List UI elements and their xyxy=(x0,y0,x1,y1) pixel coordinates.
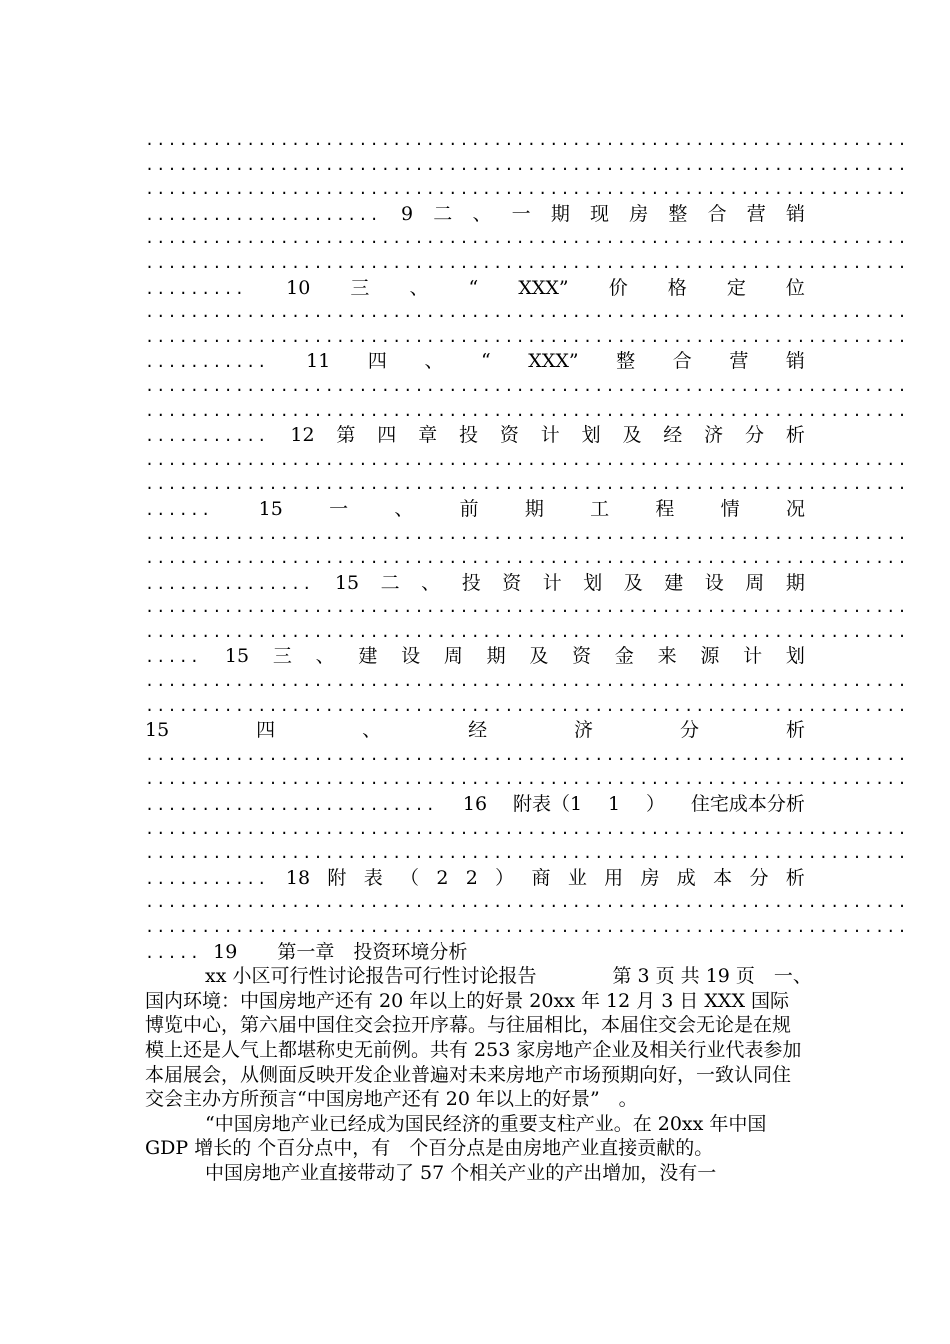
toc-token: 2 xyxy=(465,866,478,889)
dot-leader: .................................................................... xyxy=(145,745,909,764)
toc-entry xyxy=(145,423,805,448)
toc-token: 营 xyxy=(729,350,749,373)
toc-token: 三 xyxy=(350,276,370,299)
toc-token: 设 xyxy=(704,571,724,594)
toc-token: 期 xyxy=(785,571,805,594)
dot-leader: .................................................................... xyxy=(145,844,909,863)
dot-leader: .................................................................... xyxy=(145,622,909,641)
toc-leader: ..... xyxy=(145,648,202,667)
toc-token: 划 xyxy=(785,645,805,668)
dot-leader: .................................................................... xyxy=(145,819,909,838)
dot-leader: .................................................................... xyxy=(145,450,909,469)
dot-leader: .................................................................... xyxy=(145,180,909,199)
toc-token: 析 xyxy=(785,424,805,447)
toc-token: 资 xyxy=(502,571,522,594)
dot-leader: .................................................................... xyxy=(145,229,909,248)
dot-leader: .................................................................... xyxy=(145,893,909,912)
toc-token: 表 xyxy=(363,866,383,889)
toc-token: 二 xyxy=(433,202,453,225)
toc-token: 四 xyxy=(367,350,387,373)
toc-token: 定 xyxy=(726,276,746,299)
toc-leader: ...... xyxy=(145,500,213,519)
toc-token: 二 xyxy=(380,571,400,594)
toc-token: 房 xyxy=(640,866,660,889)
toc-token: 、 xyxy=(424,350,444,373)
dot-leader: .................................................................... xyxy=(145,155,909,174)
toc-token: 经 xyxy=(468,719,488,742)
toc-token: 、 xyxy=(362,719,382,742)
toc-token: XXX” xyxy=(518,276,569,299)
toc-token: 15 xyxy=(334,571,360,594)
toc-token: 1 xyxy=(608,793,621,816)
toc-token: 营 xyxy=(746,202,766,225)
toc-token: 分 xyxy=(749,866,769,889)
toc-leader: ..................... xyxy=(145,205,381,224)
toc-token: ） xyxy=(495,866,515,889)
toc-token: 析 xyxy=(785,719,805,742)
dot-leader: .................................................................... xyxy=(145,401,909,420)
toc-token: 及 xyxy=(622,424,642,447)
toc-token: 销 xyxy=(785,350,805,373)
toc-token: 济 xyxy=(704,424,724,447)
toc-token: 位 xyxy=(785,276,805,299)
toc-entry xyxy=(145,940,805,965)
toc-token: 10 xyxy=(286,276,311,299)
toc-token: 、 xyxy=(409,276,429,299)
toc-entry xyxy=(145,202,805,227)
body-paragraph: 中国房地产业直接带动了 57 个相关产业的产出增加，没有一 xyxy=(205,1161,717,1184)
toc-token: 周 xyxy=(443,645,463,668)
toc-token: 价 xyxy=(608,276,628,299)
toc-token: 整 xyxy=(668,202,688,225)
document-page xyxy=(145,128,909,1186)
toc-leader: ........... xyxy=(145,869,269,888)
dot-leader: .................................................................... xyxy=(145,672,909,691)
toc-token: 经 xyxy=(663,424,683,447)
toc-token: 12 xyxy=(290,424,315,447)
dot-leader: .................................................................... xyxy=(145,524,909,543)
toc-token: 附表（1 xyxy=(513,793,583,816)
toc-entry xyxy=(145,866,805,891)
toc-token: 、 xyxy=(315,645,335,668)
dot-leader: .................................................................... xyxy=(145,303,909,322)
toc-token: 四 xyxy=(256,719,276,742)
toc-token: 周 xyxy=(745,571,765,594)
toc-token: 章 xyxy=(418,424,438,447)
toc-token: 销 xyxy=(785,202,805,225)
toc-token: 划 xyxy=(583,571,603,594)
toc-token: 工 xyxy=(590,497,610,520)
toc-token: 住宅成本分析 xyxy=(690,793,805,816)
toc-leader: ............... xyxy=(145,574,314,593)
toc-token: 一 xyxy=(511,202,531,225)
toc-token: 前 xyxy=(459,497,479,520)
toc-leader: ........... xyxy=(145,427,269,446)
toc-token: 商 xyxy=(531,866,551,889)
toc-token: 设 xyxy=(401,645,421,668)
toc-leader: ......... xyxy=(145,279,247,298)
dot-leader: .................................................................... xyxy=(145,770,909,789)
toc-token: （ xyxy=(400,866,420,889)
toc-token: 及 xyxy=(529,645,549,668)
toc-token: “ xyxy=(481,350,491,373)
dot-leader: .................................................................... xyxy=(145,696,909,715)
toc-token: 期 xyxy=(486,645,506,668)
toc-token: 15 xyxy=(258,497,283,520)
toc-token: 9 xyxy=(401,202,414,225)
toc-page-number: 19 xyxy=(213,940,238,963)
toc-token: 格 xyxy=(667,276,687,299)
toc-token: 期 xyxy=(524,497,544,520)
toc-entry xyxy=(145,497,805,522)
toc-token: 来 xyxy=(657,645,677,668)
toc-leader: .......................... xyxy=(145,796,437,815)
toc-token: 成 xyxy=(676,866,696,889)
toc-token: 附 xyxy=(327,866,347,889)
dot-leader: .................................................................... xyxy=(145,475,909,494)
toc-token: 整 xyxy=(616,350,636,373)
dot-leader: .................................................................... xyxy=(145,918,909,936)
toc-token: 划 xyxy=(581,424,601,447)
dot-leader: .................................................................... xyxy=(145,327,909,346)
toc-token: 15 xyxy=(145,719,170,742)
toc-token: 15 xyxy=(224,645,250,668)
dot-leader: .................................................................... xyxy=(145,376,909,395)
toc-entry xyxy=(145,644,805,669)
toc-token: 合 xyxy=(672,350,692,373)
toc-token: 18 xyxy=(285,866,311,889)
toc-token: 第 xyxy=(336,424,356,447)
toc-token: 现 xyxy=(590,202,610,225)
toc-token: 投 xyxy=(459,424,479,447)
toc-token: 分 xyxy=(745,424,765,447)
toc-token: 16 xyxy=(462,793,488,816)
toc-token: 计 xyxy=(540,424,560,447)
toc-token: 况 xyxy=(785,497,805,520)
dot-leader: .................................................................... xyxy=(145,598,909,617)
toc-token: 、 xyxy=(472,202,492,225)
toc-token: 资 xyxy=(499,424,519,447)
toc-token: 源 xyxy=(700,645,720,668)
toc-token: 期 xyxy=(550,202,570,225)
toc-token: ） xyxy=(646,793,666,816)
toc-token: “ xyxy=(468,276,479,299)
table-of-contents xyxy=(145,153,909,940)
dot-leader: .................................................................... xyxy=(145,549,909,568)
toc-token: 计 xyxy=(542,571,562,594)
toc-token: 计 xyxy=(743,645,763,668)
toc-token: 资 xyxy=(572,645,592,668)
toc-token: 济 xyxy=(574,719,594,742)
toc-token: 投 xyxy=(461,571,481,594)
toc-token: 情 xyxy=(720,497,740,520)
toc-token: 及 xyxy=(623,571,643,594)
toc-entry xyxy=(145,571,805,596)
toc-token: 分 xyxy=(680,719,700,742)
toc-token: 一 xyxy=(329,497,349,520)
toc-token: 2 xyxy=(436,866,449,889)
toc-token: 、 xyxy=(394,497,414,520)
toc-token: 、 xyxy=(421,571,441,594)
toc-token: 房 xyxy=(629,202,649,225)
toc-token: 四 xyxy=(377,424,397,447)
toc-token: 建 xyxy=(358,645,378,668)
toc-entry xyxy=(145,792,805,817)
dot-leader: .................................................................... xyxy=(145,131,909,149)
toc-token: 用 xyxy=(604,866,624,889)
toc-title: 第一章 投资环境分析 xyxy=(277,940,468,963)
toc-token: 业 xyxy=(567,866,587,889)
toc-leader: ........... xyxy=(145,353,269,372)
toc-entry xyxy=(145,718,805,743)
toc-token: 程 xyxy=(655,497,675,520)
toc-entry xyxy=(145,276,805,301)
toc-leader: ..... xyxy=(145,943,202,962)
toc-token: XXX” xyxy=(528,350,579,373)
toc-entry xyxy=(145,349,805,374)
toc-token: 三 xyxy=(272,645,292,668)
toc-token: 金 xyxy=(614,645,634,668)
body-paragraph: xx 小区可行性讨论报告可行性讨论报告 第 3 页 共 19 页 一、 国内环境：中国房地产还有 20 年以上的好景 20xx 年 12 月 3 日 XXX 国际博览中心，第六届中国住交会拉开序幕。与往届相比，本届住交会无论是在规模上还是人气上都堪称史无前例。共有 253 家房地产企业及相关行业代表参加本届展会，从侧面反映开发企业普遍对未来房地产市场预期向好，一致认同住交会主办方所预言“中国房地产还有 20 年以上的好景” 。 xyxy=(145,965,841,1111)
toc-token: 11 xyxy=(306,350,331,373)
toc-token: 析 xyxy=(785,866,805,889)
body-paragraph: “中国房地产业已经成为国民经济的重要支柱产业。在 20xx 年中国 GDP 增长的 个百分点中，有 个百分点是由房地产业直接贡献的。 xyxy=(145,1112,767,1160)
toc-token: 合 xyxy=(707,202,727,225)
toc-token: 本 xyxy=(713,866,733,889)
toc-token: 建 xyxy=(664,571,684,594)
dot-leader: .................................................................... xyxy=(145,253,909,272)
